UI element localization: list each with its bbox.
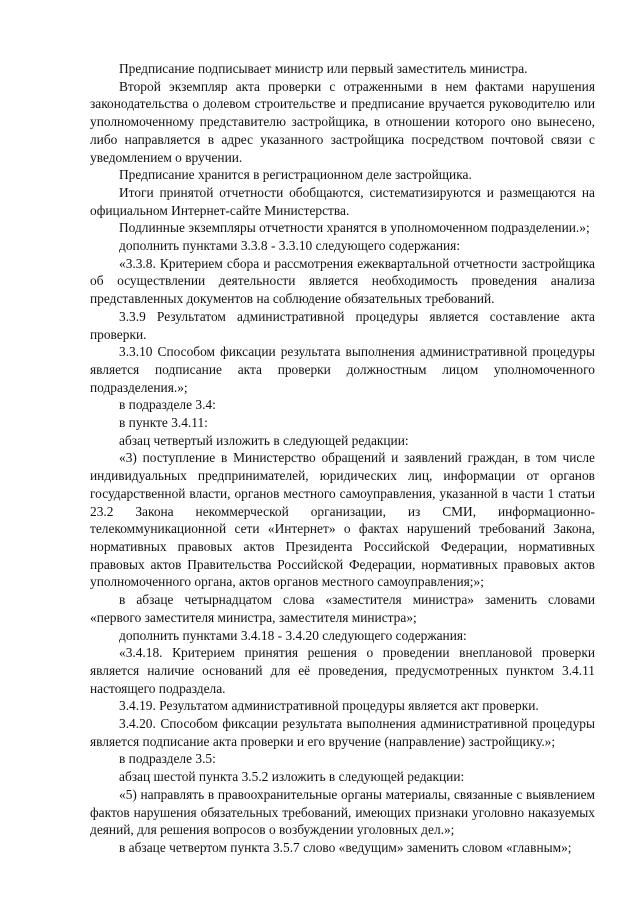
paragraph: Предписание хранится в регистрационном деле застройщика. xyxy=(119,167,472,183)
paragraph: Итоги принятой отчетности обобщаются, систематизируются и размещаются на официальном Интернет-сайте Министерства. xyxy=(90,184,595,218)
paragraph: абзац четвертый изложить в следующей редакции: xyxy=(119,432,409,448)
paragraph: «3.4.18. Критерием принятия решения о проведении внеплановой проверки является наличие оснований для её проведения, предусмотренных пунктом 3.4.11 настоящего подраздела. xyxy=(90,645,595,696)
paragraph: 3.4.19. Результатом административной процедуры является акт проверки. xyxy=(119,698,539,714)
document-body xyxy=(90,60,595,857)
paragraph: 3.3.10 Способом фиксации результата выполнения административной процедуры является подписание акта проверки должностным лицом уполномоченного подразделения.»; xyxy=(90,344,595,395)
paragraph: «3.3.8. Критерием сбора и рассмотрения ежеквартальной отчетности застройщика об осуществлении деятельности является необходимость проведения анализа представленных документов на соблюдение обязательных требований. xyxy=(90,255,595,307)
paragraph: в подразделе 3.4: xyxy=(119,397,216,413)
paragraph: абзац шестой пункта 3.5.2 изложить в следующей редакции: xyxy=(119,769,465,785)
paragraph: в подразделе 3.5: xyxy=(119,751,216,767)
paragraph: Подлинные экземпляры отчетности хранятся в уполномоченном подразделении.»; xyxy=(119,220,590,236)
paragraph: «5) направлять в правоохранительные органы материалы, связанные с выявлением фактов нарушения обязательных требований, имеющих признаки уголовно наказуемых деяний, для решения вопросов о возбуждении уголовных дел.»; xyxy=(90,786,595,838)
paragraph: 3.3.9 Результатом административной процедуры является составление акта проверки. xyxy=(90,308,595,342)
paragraph: дополнить пунктами 3.3.8 - 3.3.10 следующего содержания: xyxy=(119,238,461,254)
paragraph: Предписание подписывает министр или первый заместитель министра. xyxy=(119,61,528,76)
paragraph: в абзаце четырнадцатом слова «заместителя министра» заменить словами «первого заместителя министра, заместителя министра»; xyxy=(90,592,595,625)
paragraph: в абзаце четвертом пункта 3.5.7 слово «ведущим» заменить словом «главным»; xyxy=(119,839,572,855)
paragraph: в пункте 3.4.11: xyxy=(119,415,208,431)
paragraph: «3) поступление в Министерство обращений и заявлений граждан, в том числе индивидуальных предпринимателей, юридических лиц, информации от органов государственной власти, органов местного самоуправления, указанной в части 1 статьи 23.2 Закона некоммерческой организации, из СМИ, информационно-телекоммуникационной сети «Интернет» о фактах нарушений требований Закона, нормативных правовых актов Президента Российской Федерации, нормативных правовых актов Правительства Российской Федерации, нормативных правовых актов уполномоченного органа, актов органов местного самоуправления;»; xyxy=(90,450,595,590)
paragraph: Второй экземпляр акта проверки с отраженными в нем фактами нарушения законодательства о долевом строительстве и предписание вручается руководителю или уполномоченному представителю застройщика, в отношении которого оно вынесено, либо направляется в адрес указанного застройщика посредством почтовой связи с уведомлением о вручении. xyxy=(90,78,595,165)
paragraph: дополнить пунктами 3.4.18 - 3.4.20 следующего содержания: xyxy=(119,627,467,643)
paragraph: 3.4.20. Способом фиксации результата выполнения административной процедуры является подписание акта проверки и его вручение (направление) застройщику.»; xyxy=(90,716,595,749)
